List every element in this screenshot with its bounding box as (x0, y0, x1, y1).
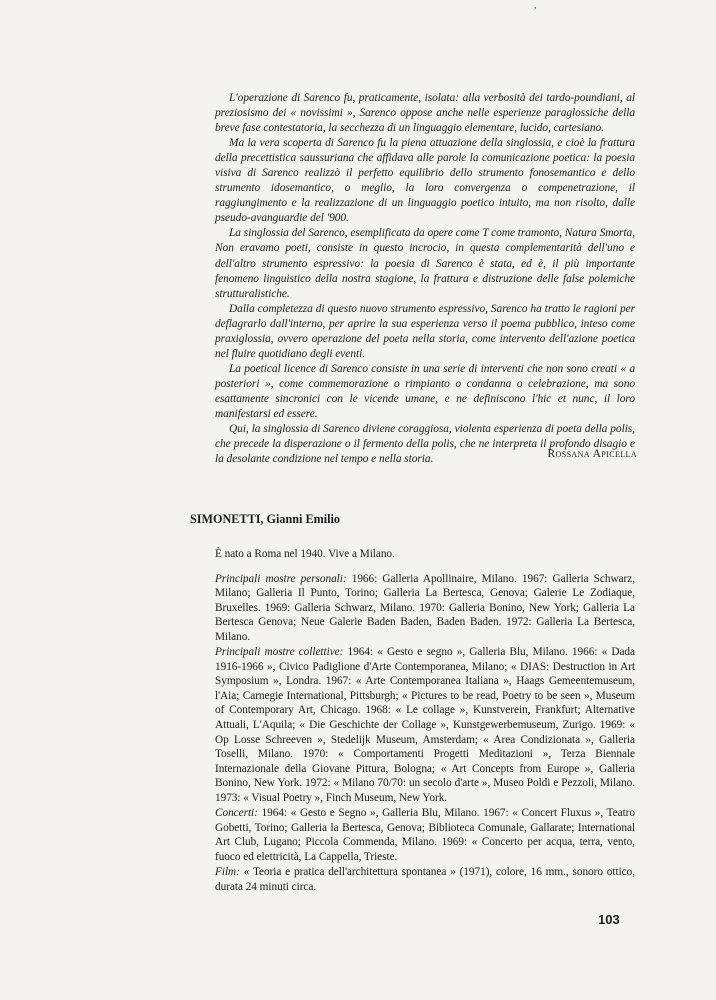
section-text: « Teoria e pratica dell'architettura spontanea » (1971), colore, 16 mm., sonoro ottico, durata 24 minuti circa. (215, 866, 635, 894)
entry-section-collective (215, 645, 635, 805)
essay-author-signature: Rossana Apicella (547, 448, 637, 460)
section-label: Concerti: (215, 807, 258, 820)
section-label: Film: (215, 866, 240, 879)
entry-section-film (215, 865, 635, 894)
entry-birth: È nato a Roma nel 1940. Vive a Milano. (215, 548, 395, 560)
section-text: 1964: « Gesto e Segno », Galleria Blu, Milano. 1967: « Concert Fluxus », Teatro Gobetti, Torino; Galleria la Bertesca, Genova; Biblioteca Comunale, Gallarate; International Art Club, Lugano; Piccola Commenda, Milano. 1969: « Concerto per acqua, terra, vento, fuoco ed elettricità, La Cappella, Trieste. (215, 807, 635, 863)
entry-body (215, 547, 635, 896)
essay-paragraph: L'operazione di Sarenco fu, praticamente, isolata: alla verbosità dei tardo-poundiani, al preziosismo dei « novissimi », Sarenco oppose anche nelle esperienze paraglossiche della breve fase contestatoria, la secchezza di un linguaggio elementare, lucido, cartesiano. (215, 92, 635, 135)
essay-paragraph: Dalla completezza di questo nuovo strumento espressivo, Sarenco ha tratto le ragioni per deflagrarlo dall'interno, per aprire la sua esperienza verso il poema pubblico, inteso come praxiglossia, ovvero operazione del poeta nella storia, come intervento dell'azione poetica nel fluire quotidiano degli eventi. (215, 302, 635, 360)
section-label: Principali mostre collettive: (215, 646, 344, 659)
essay-body (215, 91, 635, 467)
essay-paragraph: La singlossia del Sarenco, esemplificata da opere come T come tramonto, Natura Smorta, Non eravamo poeti, consiste in questo incrocio, in questa complementarità dell'uno e dell'altro strumento espressivo: la poesia di Sarenco è stata, ed è, il più importante fenomeno linguistico della nostra stagione, la frattura e distruzione delle false polemiche strutturalistiche. (215, 227, 635, 300)
section-label: Principali mostre personali: (215, 572, 347, 585)
essay-paragraph: Qui, la singlossia di Sarenco diviene coraggiosa, violenta esperienza di poeta della polis, che precede la disperazione o il fermento della polis, che ne interpreta il profondo disagio e la desolante condizione nel tempo e nella storia. (215, 423, 635, 466)
entry-section-personal (215, 572, 635, 645)
essay-paragraph: Ma la vera scoperta di Sarenco fu la piena attuazione della singlossia, e cioè la frattura della precettistica saussuriana che affidava alle parole la comunicazione poetica: la poesia visiva di Sarenco realizzò il perfetto equilibrio dello strumento fonosemantico e dello strumento idosemantico, o meglio, la loro convergenza o compenetrazione, il raggiungimento e la realizzazione di un linguaggio poetico intuito, ma non risolto, dalle pseudo-avanguardie del '900. (215, 137, 635, 225)
entry-given-names: Gianni Emilio (266, 512, 341, 526)
essay-paragraph: La poetical licence di Sarenco consiste in una serie di interventi che non sono creati « a posteriori », come commemorazione o rimpianto o condanna o celebrazione, ma sono esattamente sincronici con le vicende umane, e ne definiscono l'hic et nunc, il loro manifestarsi ed essere. (215, 362, 635, 420)
section-text: 1964: « Gesto e segno », Galleria Blu, Milano. 1966: « Dada 1916-1966 », Civico Padiglione d'Arte Contemporanea, Milano; « DIAS: Destruction in Art Symposium », Londra. 1967: « Arte Contemporanea Italiana », Haags Gemeentemuseum, l'Aia; Carnegie International, Pittsburgh; « Pictures to be read, Poetry to be seen », Museum of Contemporary Art, Chicago. 1968: « Le collage », Kunstverein, Frankfurt; Alternative Attuali, L'Aquila; « Die Geschichte der Collage », Kunstgewerbemuseum, Zurigo. 1969: « Op Losse Schreeven », Stedelijk Museum, Amsterdam; « Area Condizionata », Galleria Toselli, Milano. 1970: « Comportamenti Progetti Meditazioni », Terza Biennale Internazionale della Giovane Pittura, Bologna; « Art Concepts from Europe », Galleria Bonino, New York. 1972: « Milano 70/70: un secolo d'arte », Museo Poldi e Pezzoli, Milano. 1973: « Visual Poetry », Finch Museum, New York. (215, 646, 635, 804)
entry-surname: SIMONETTI, (190, 512, 264, 526)
page-number: 103 (598, 912, 620, 927)
top-margin-mark: , (534, 0, 537, 11)
section-text: 1966: Galleria Apollinaire, Milano. 1967: Galleria Schwarz, Milano; Galleria Il Punto, Torino; Galleria La Bertesca, Genova; Galerie Le Zodiaque, Bruxelles. 1969: Galleria Schwarz, Milano. 1970: Galleria Bonino, New York; Galleria La Bertesca Genova; Neue Galerie Baden Baden, Baden Baden. 1972: Galleria La Bertesca, Milano. (215, 572, 635, 643)
entry-heading (190, 512, 340, 527)
entry-section-concerts (215, 806, 635, 864)
